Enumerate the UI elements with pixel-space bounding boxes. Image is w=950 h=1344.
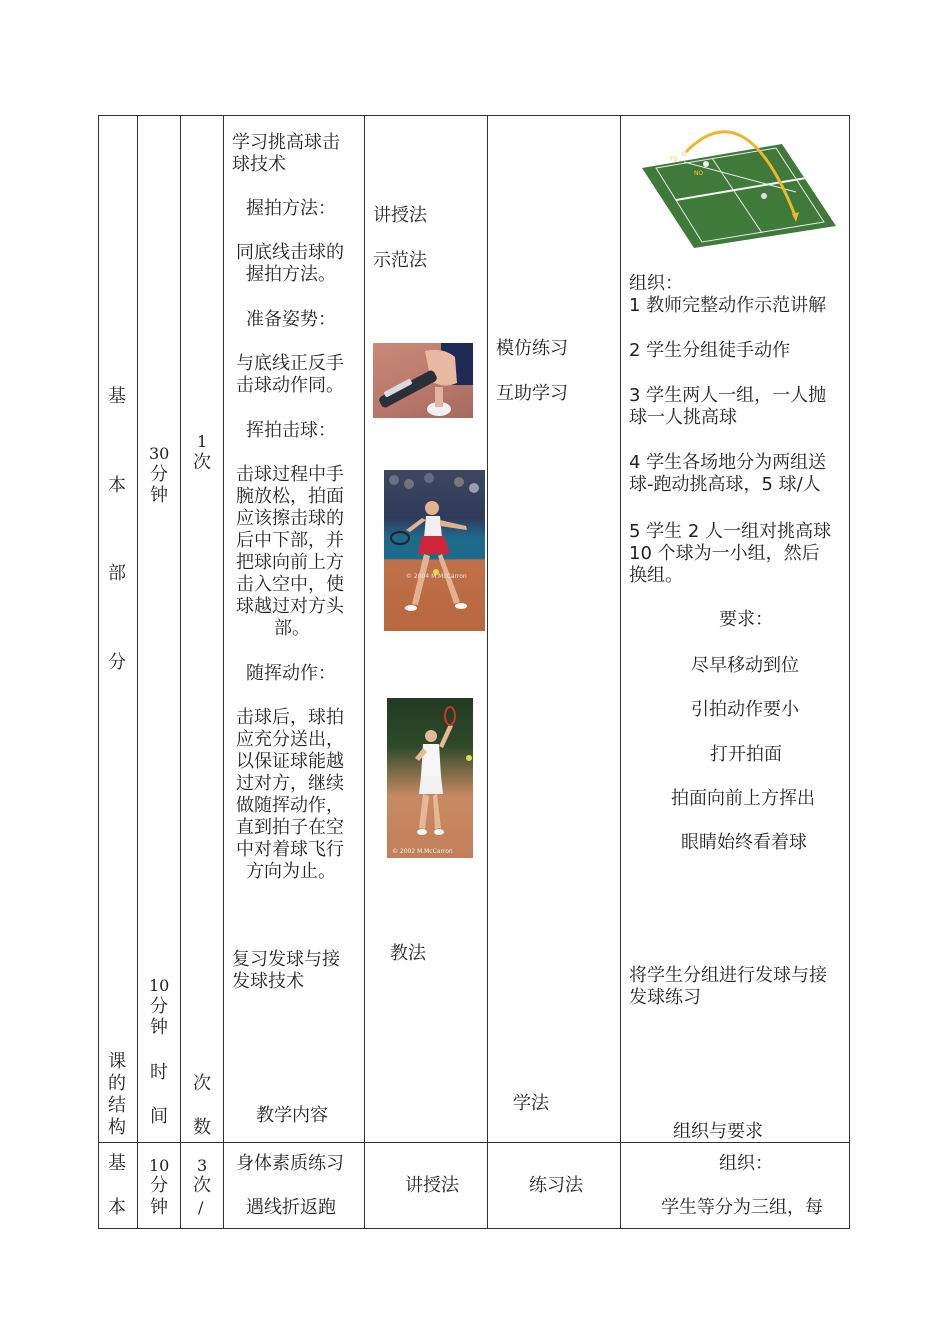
col-border-0 [98,115,99,1229]
minutes-number: 10 [149,1156,170,1175]
content-title: 球技术 [232,154,286,175]
table-top-border [98,115,850,116]
org-item: 5 学生 2 人一组对挑高球 [629,521,832,542]
content-line: 直到拍子在空 [236,817,344,838]
col-border-3 [223,115,224,1229]
content-line: 把球向前上方 [236,552,344,573]
court-label: NO [694,170,704,177]
section-char: 基 [108,1153,126,1174]
requirement-item: 眼睛始终看着球 [681,832,807,853]
header-char: 构 [108,1117,126,1138]
content-line: 以保证球能越 [236,751,344,772]
org-heading: 组织： [719,1153,773,1174]
section-char: 本 [108,1197,126,1218]
org-review: 将学生分组进行发球与接 [629,965,827,986]
ready-heading: 准备姿势： [246,309,336,330]
section-char: 分 [108,652,126,673]
content-line: 击球过程中手 [236,464,344,485]
content-line: 后中下部，并 [236,530,344,551]
content-line: 方向为止。 [246,861,336,882]
content-line: 握拍方法。 [246,264,336,285]
org-item: 换组。 [629,565,683,586]
tennis-court-diagram [636,118,840,248]
swing-heading: 挥拍击球： [246,420,336,441]
method-label: 讲授法 [405,1175,459,1196]
tennis-player-photo [384,470,485,631]
content-line: 中对着球飞行 [236,839,344,860]
header-char: 结 [108,1095,126,1116]
section-char: 部 [108,563,126,584]
section-char: 基 [108,386,126,407]
method-label: 互助学习 [496,383,568,404]
court-label: TS [670,156,678,163]
minutes-unit: 钟 [150,485,168,506]
content-line: 击入空中，使 [236,574,344,595]
study-header: 学法 [513,1093,549,1114]
content-line: 部。 [274,618,310,639]
review-title: 复习发球与接 [232,949,340,970]
requirement-item: 拍面向前上方挥出 [671,788,815,809]
minutes-number: 10 [149,976,170,995]
minutes-number: 30 [149,444,170,463]
minutes-unit: 分 [150,1175,168,1196]
header-char: 时 [150,1062,168,1083]
col-border-1 [137,115,138,1229]
org-review: 发球练习 [629,987,701,1008]
requirement-item: 引拍动作要小 [691,699,799,720]
org-item: 4 学生各场地分为两组送 [629,452,827,473]
grip-heading: 握拍方法： [246,198,336,219]
content-line: 与底线正反手 [236,353,344,374]
content-line: 应该擦击球的 [236,508,344,529]
org-item: 2 学生分组徒手动作 [629,340,791,361]
minutes-unit: 分 [150,464,168,485]
col-border-6 [620,115,621,1229]
col-border-7 [849,115,850,1229]
count-slash: / [198,1198,204,1217]
content-line: 腕放松，拍面 [236,486,344,507]
content-line: 同底线击球的 [236,242,344,263]
header-char: 数 [193,1117,211,1138]
method-label: 练习法 [529,1175,583,1196]
count-number: 1 [197,432,208,451]
org-item: 球-跑动挑高球，5 球/人 [629,474,821,495]
method-label: 模仿练习 [496,338,568,359]
minutes-unit: 钟 [150,1017,168,1038]
org-heading: 组织： [629,273,683,294]
content-title: 学习挑高球击 [232,132,340,153]
method-label: 教法 [390,943,426,964]
content-line: 过对方，继续 [236,773,344,794]
count-number: 3 [197,1156,208,1175]
photo-watermark: © 2004 M.McCarron [406,573,467,580]
method-label: 讲授法 [373,205,427,226]
content-header: 教学内容 [256,1105,328,1126]
org-item: 3 学生两人一组，一人抛 [629,385,827,406]
tennis-player-photo [387,698,473,858]
review-title: 发球技术 [232,971,304,992]
header-char: 课 [108,1051,126,1072]
org-item: 1 教师完整动作示范讲解 [629,295,827,316]
org-item: 球一人挑高球 [629,407,737,428]
org-item: 10 个球为一小组，然后 [629,543,820,564]
header-char: 的 [108,1073,126,1094]
racket-grip-photo [373,343,473,418]
content-line: 做随挥动作， [236,795,344,816]
org-header: 组织与要求 [673,1121,763,1142]
photo-watermark: © 2002 M.McCarron [392,848,453,855]
content-line: 身体素质练习 [236,1153,344,1174]
content-line: 应充分送出， [236,729,344,750]
content-line: 击球动作同。 [236,375,344,396]
col-border-2 [180,115,181,1229]
count-unit: 次 [193,1175,211,1196]
requirement-item: 尽早移动到位 [691,655,799,676]
section-char: 本 [108,475,126,496]
requirement-heading: 要求： [719,609,773,630]
count-unit: 次 [193,452,211,473]
header-char: 次 [193,1073,211,1094]
col-border-5 [487,115,488,1229]
table-bottom-border [98,1228,850,1229]
col-border-4 [364,115,365,1229]
content-line: 球越过对方头 [236,596,344,617]
content-line: 击球后，球拍 [236,707,344,728]
org-item: 学生等分为三组，每 [661,1197,823,1218]
requirement-item: 打开拍面 [710,744,782,765]
follow-heading: 随挥动作： [246,663,336,684]
minutes-unit: 分 [150,996,168,1017]
header-char: 间 [150,1106,168,1127]
minutes-unit: 钟 [150,1197,168,1218]
content-line: 遇线折返跑 [246,1197,336,1218]
method-label: 示范法 [373,250,427,271]
